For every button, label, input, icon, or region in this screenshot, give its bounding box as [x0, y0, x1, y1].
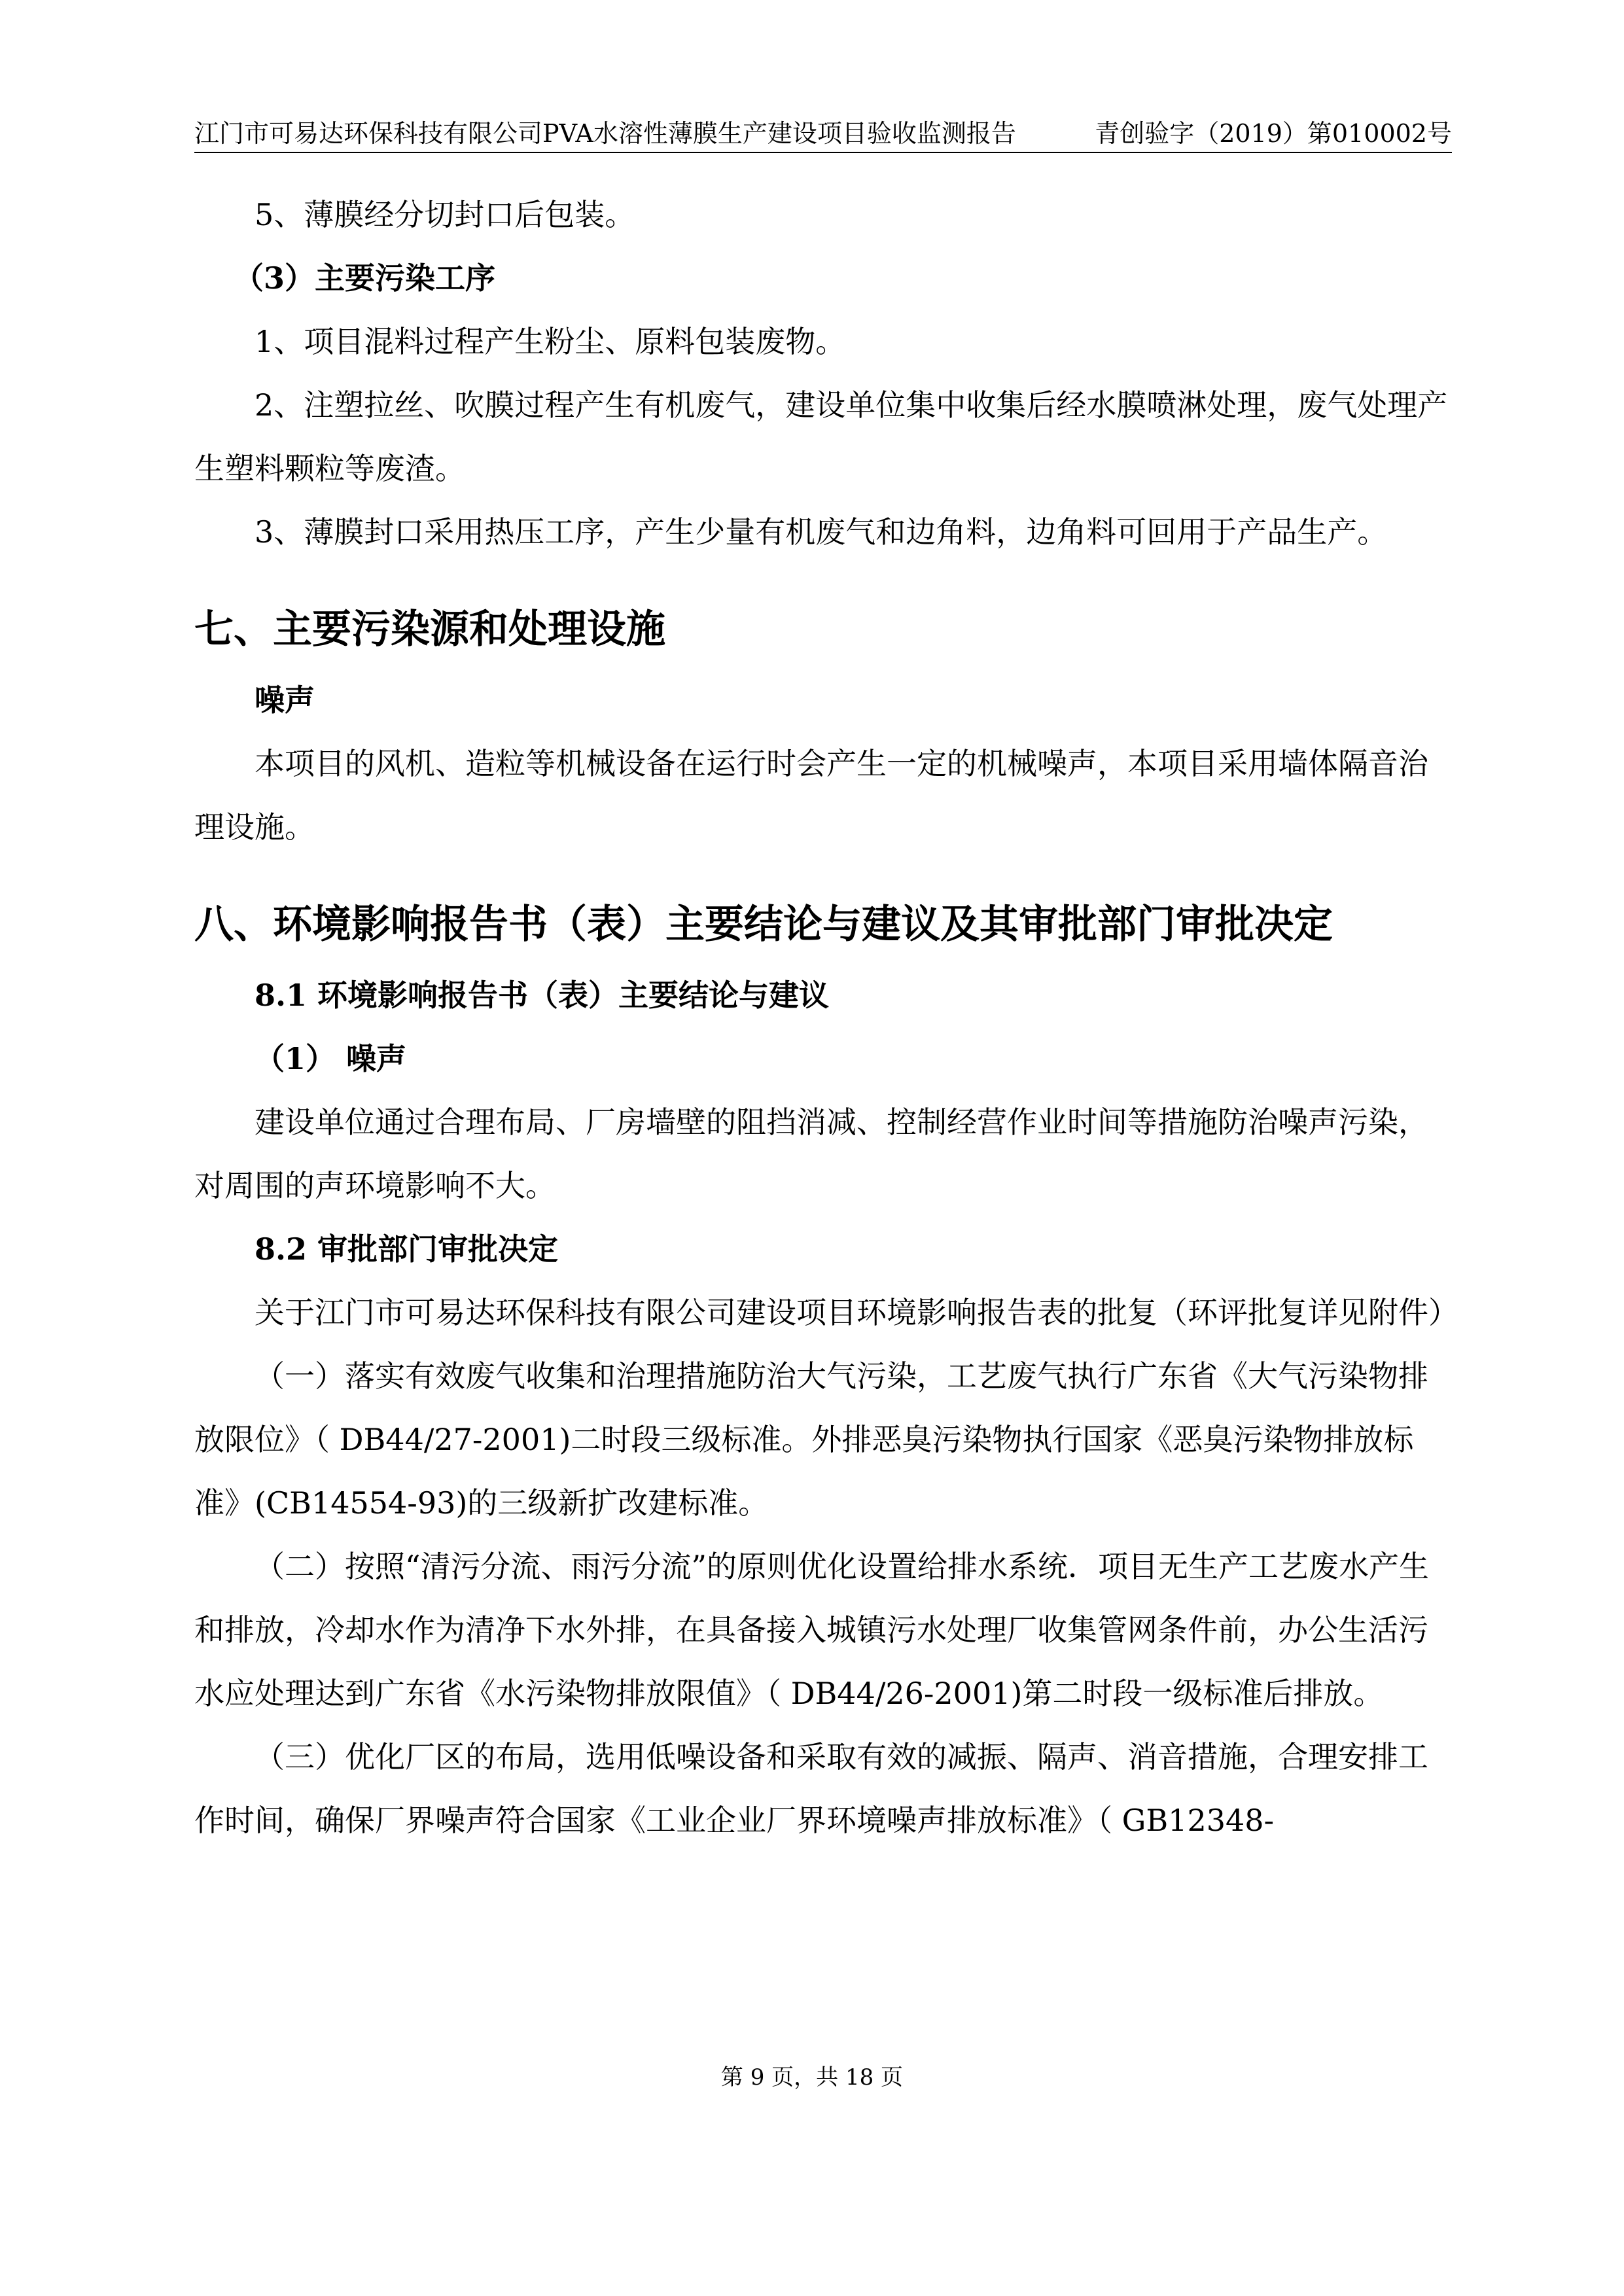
subheading-noise: 噪声 [255, 682, 315, 718]
header-report-number: 青创验字（2019）第010002号 [1095, 119, 1452, 148]
paragraph-mixing-dust: 1、项目混料过程产生粉尘、原料包装废物。 [255, 324, 846, 359]
paragraph-organic-waste-gas: 2、注塑拉丝、吹膜过程产生有机废气，建设单位集中收集后经水膜喷淋处理，废气处理产生塑料颗粒等废渣。 [194, 387, 1448, 486]
paragraph-noise-measures: 建设单位通过合理布局、厂房墙壁的阻挡消减、控制经营作业时间等措施防治噪声污染，对周围的声环境影响不大。 [194, 1104, 1428, 1203]
paragraph-approval-reference: 关于江门市可易达环保科技有限公司建设项目环境影响报告表的批复（环评批复详见附件） [255, 1295, 1458, 1330]
section-heading-7: 七、主要污染源和处理设施 [194, 607, 665, 652]
header-report-title: 江门市可易达环保科技有限公司PVA水溶性薄膜生产建设项目验收监测报告 [194, 119, 1016, 148]
paragraph-packaging: 5、薄膜经分切封口后包装。 [255, 197, 635, 232]
paragraph-approval-item-2: （二）按照“清污分流、雨污分流”的原则优化设置给排水系统．项目无生产工艺废水产生和排放，冷却水作为清净下水外排，在具备接入城镇污水处理厂收集管网条件前，办公生活污水应处理达到广东省《水污染物排放限值》（ DB44/26-2001)第二时段一级标准后排放。 [194, 1549, 1430, 1711]
section-heading-8: 八、环境影响报告书（表）主要结论与建议及其审批部门审批决定 [194, 902, 1333, 947]
subheading-main-pollution-processes: （3）主要污染工序 [234, 260, 496, 296]
page-number: 第 9 页，共 18 页 [720, 2064, 904, 2091]
paragraph-film-sealing: 3、薄膜封口采用热压工序，产生少量有机废气和边角料，边角料可回用于产品生产。 [255, 514, 1388, 550]
subheading-8-2: 8.2 审批部门审批决定 [255, 1231, 559, 1267]
subheading-8-1-noise: （1） 噪声 [255, 1041, 407, 1076]
page-header [194, 115, 1452, 153]
subheading-8-1: 8.1 环境影响报告书（表）主要结论与建议 [255, 978, 830, 1013]
paragraph-approval-item-1: （一）落实有效废气收集和治理措施防治大气污染，工艺废气执行广东省《大气污染物排放限位》（ DB44/27-2001)二时段三级标准。外排恶臭污染物执行国家《恶臭污染物排放标准》(CB14554-93)的三级新扩改建标准。 [194, 1358, 1428, 1521]
paragraph-approval-item-3: （三）优化厂区的布局，选用低噪设备和采取有效的减振、隔声、消音措施，合理安排工作时间，确保厂界噪声符合国家《工业企业厂界环境噪声排放标准》（ GB12348- [194, 1739, 1428, 1838]
paragraph-noise-equipment: 本项目的风机、造粒等机械设备在运行时会产生一定的机械噪声，本项目采用墙体隔音治理设施。 [194, 746, 1428, 845]
document-body [194, 183, 1457, 1852]
